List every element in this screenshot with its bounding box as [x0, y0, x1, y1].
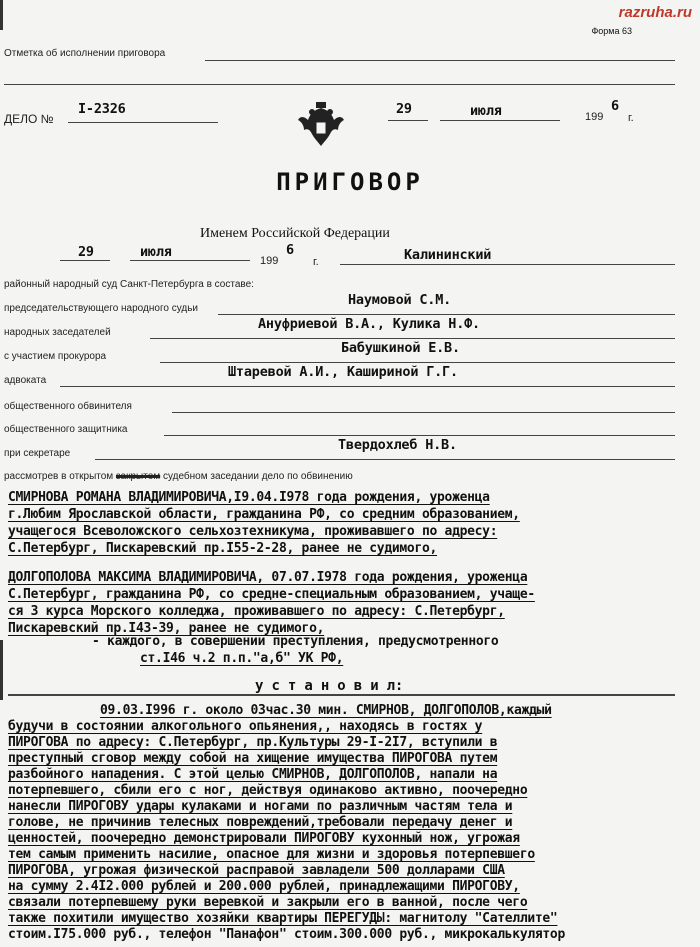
preamble-day-line [60, 260, 110, 261]
hearing-line [4, 471, 353, 482]
defendant-line: С.Петербург, гражданина РФ, со средне-специальным образованием, учаще- [8, 587, 535, 602]
defendant-line: С.Петербург, Пискаревский пр.I55-2-28, ранее не судимого, [8, 541, 438, 556]
composition-value: Штаревой А.И., Кашириной Г.Г. [228, 364, 458, 380]
established-line: голове, не причинив телесных повреждений,требовали передачу денег и [8, 815, 513, 830]
case-label: ДЕЛО № [4, 112, 54, 126]
hearing-suffix: судебном заседании дело по обвинению [162, 471, 353, 482]
composition-line [95, 459, 675, 460]
header-date-year-prefix: 199 [585, 111, 604, 123]
preamble-year-prefix: 199 [260, 255, 279, 267]
composition-label: народных заседателей [4, 327, 111, 338]
case-number-line [68, 122, 218, 123]
court-label: районный народный суд Санкт-Петербурга в составе: [4, 279, 254, 290]
established-line: ПИРОГОВА, угрожая физической расправой завладели 500 долларами США [8, 863, 505, 878]
defendant-line: Пискаревский пр.I43-39, ранее не судимого, [8, 621, 325, 636]
header-date-month: июля [470, 103, 502, 119]
watermark: razruha.ru [618, 4, 692, 21]
preamble-month: июля [140, 244, 172, 260]
in-name-of: Именем Российской Федерации [200, 226, 390, 241]
established-line: нанесли ПИРОГОВУ удары кулаками и ногами по различным частям тела и [8, 799, 513, 814]
established-line: стоим.I75.000 руб., телефон "Панафон" стоим.300.000 руб., микрокалькулятор [8, 927, 565, 942]
charge-line: - каждого, в совершении преступления, предусмотренного [92, 634, 499, 649]
preamble-month-line [130, 260, 250, 261]
execution-note-label: Отметка об исполнении приговора [4, 48, 166, 59]
established-line: ПИРОГОВА по адресу: С.Петербург, пр.Культуры 29-I-2I7, вступили в [8, 735, 498, 750]
execution-note-line-2 [4, 84, 675, 85]
header-date-day: 29 [396, 101, 412, 117]
header-date-year-digit: 6 [611, 98, 619, 114]
defendant-line: СМИРНОВА РОМАНА ВЛАДИМИРОВИЧА,I9.04.I978 года рождения, уроженца [8, 490, 490, 505]
composition-value: Твердохлеб Н.В. [338, 437, 457, 453]
scan-margin-mark [0, 0, 3, 30]
defendant-line: ДОЛГОПОЛОВА МАКСИМА ВЛАДИМИРОВИЧА, 07.07.I978 года рождения, уроженца [8, 570, 528, 585]
composition-line [160, 362, 675, 363]
established-line: на сумму 2.4I2.000 рублей и 200.000 рублей, принадлежащими ПИРОГОВУ, [8, 879, 520, 894]
established-line: преступный сговор между собой на хищение имущества ПИРОГОВА путем [8, 751, 498, 766]
header-date-day-line [388, 120, 428, 121]
composition-line [60, 386, 675, 387]
preamble-year-suffix: г. [313, 256, 319, 268]
defendant-line: ся 3 курса Морского колледжа, проживавшего по адресу: С.Петербург, [8, 604, 505, 619]
composition-label: при секретаре [4, 448, 71, 459]
composition-line [164, 435, 675, 436]
preamble-district-line [340, 264, 675, 265]
defendant-line: учащегося Всеволожского сельхозтехникума, проживавшего по адресу: [8, 524, 498, 539]
established-line: связали потерпевшему руки веревкой и закрыли его в ванной, после чего [8, 895, 528, 910]
established-line: потерпевшего, сбили его с ног, действуя одинаково активно, поочередно [8, 783, 528, 798]
header-date-month-line [440, 120, 560, 121]
scan-margin-mark [0, 640, 3, 700]
established-line: тем самым применить насилие, опасное для жизни и здоровья потерпевшего [8, 847, 535, 862]
composition-label: адвоката [4, 375, 47, 386]
composition-value: Ануфриевой В.А., Кулика Н.Ф. [258, 316, 480, 332]
established-line: также похитили имущество хозяйки квартиры ПЕРЕГУДЫ: магнитолу "Сателлите" [8, 911, 558, 926]
header-date-year-suffix: г. [628, 112, 634, 124]
established-line: ценностей, поочередно демонстрировали ПИРОГОВУ кухонный нож, угрожая [8, 831, 520, 846]
composition-label: с участием прокурора [4, 351, 107, 362]
composition-value: Бабушкиной Е.В. [341, 340, 460, 356]
composition-line [218, 314, 675, 315]
case-number: I-2326 [78, 101, 126, 117]
preamble-day: 29 [78, 244, 94, 260]
established-heading: у с т а н о в и л: [255, 678, 404, 694]
composition-line [150, 338, 675, 339]
hearing-prefix: рассмотрев в открытом [4, 471, 114, 482]
form-number: Форма 63 [591, 26, 632, 36]
composition-label: общественного обвинителя [4, 401, 132, 412]
preamble-district: Калининский [404, 247, 492, 263]
established-rule [8, 694, 675, 696]
charge-line: ст.I46 ч.2 п.п."а,б" УК РФ, [140, 651, 344, 666]
execution-note-line [205, 60, 675, 61]
established-line: 09.03.I996 г. около 03час.30 мин. СМИРНОВ, ДОЛГОПОЛОВ,каждый [100, 703, 552, 718]
composition-value: Наумовой С.М. [348, 292, 452, 308]
preamble-year-digit: 6 [286, 242, 294, 258]
document-title: ПРИГОВОР [276, 168, 424, 196]
established-line: разбойного нападения. С этой целью СМИРНОВ, ДОЛГОПОЛОВ, напали на [8, 767, 498, 782]
composition-label: председательствующего народного судьи [4, 303, 199, 314]
defendant-line: г.Любим Ярославской области, гражданина РФ, со средним образованием, [8, 507, 520, 522]
composition-label: общественного защитника [4, 424, 128, 435]
established-line: будучи в состоянии алкогольного опьянения,, находясь в гостях у [8, 719, 483, 734]
composition-line [172, 412, 675, 413]
hearing-crossed-word: закрытом [115, 471, 161, 482]
double-headed-eagle-icon [296, 100, 346, 148]
